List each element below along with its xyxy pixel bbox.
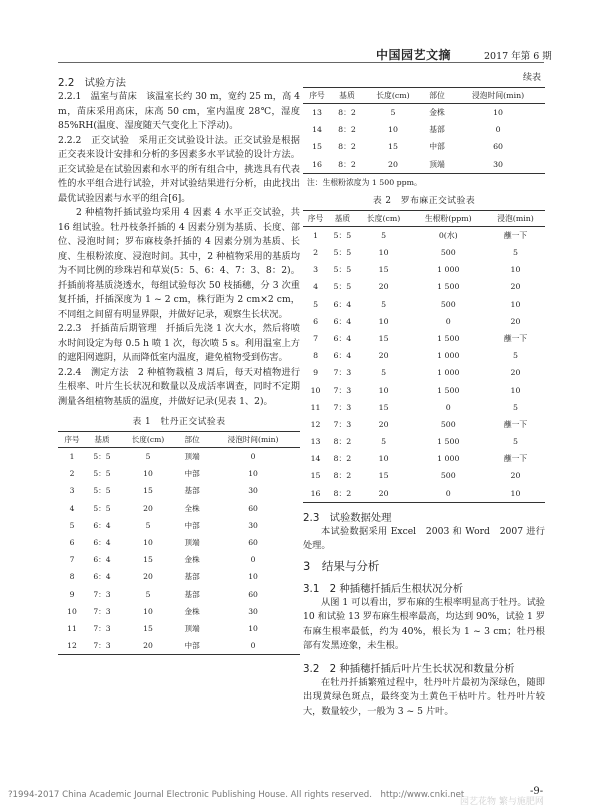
table-cell: 7：3	[333, 402, 352, 412]
issue-label: 2017 年第 6 期	[484, 51, 552, 62]
paragraph-greenhouse: 2.2.1 温室与苗床 该温室长约 30 m，宽约 25 m，高 4 m，苗床采用高床，床高 50 cm，室内温度 28℃，湿度 85%RH(温度、湿度随天气变化上下浮动)。	[58, 91, 300, 131]
table-header-cell: 基质	[86, 432, 118, 448]
table-cell: 10	[310, 385, 321, 395]
table-cell: 蘸一下	[503, 230, 528, 240]
table-cell: 7：3	[93, 589, 111, 599]
table-cell: 7：3	[86, 637, 118, 655]
table-cell: 10	[143, 538, 153, 548]
table-header-cell: 基质	[331, 88, 363, 104]
watermark: 园艺花物 繁与施肥网	[460, 797, 544, 807]
table-cell: 8	[69, 572, 75, 582]
table-cell: 5	[513, 437, 518, 447]
table-cell: 20	[378, 351, 389, 361]
table-cell: 5	[145, 520, 151, 530]
table-cell: 0	[445, 402, 451, 412]
table-cell: 5	[145, 452, 151, 462]
table-cell: 5	[513, 248, 518, 258]
table-cell: 30	[248, 606, 258, 616]
table-cell: 15	[378, 471, 389, 481]
table-cell: 500	[440, 419, 456, 429]
table-row	[303, 485, 545, 503]
table-cell: 30	[451, 156, 545, 174]
table-cell: 金株	[429, 108, 445, 118]
table-cell: 2	[313, 248, 319, 258]
table-row	[58, 500, 300, 517]
table-cell: 3	[69, 486, 75, 496]
table-cell: 20	[510, 368, 521, 378]
table-cell: 5	[381, 437, 387, 447]
table-cell: 基部	[429, 125, 445, 135]
table-cell: 5	[381, 299, 387, 309]
section-3-2-heading: 3.2 2 种插穗扦插后叶片生长状况和数量分析	[303, 662, 515, 675]
table-header-cell: 长度(cm)	[357, 210, 411, 226]
table-cell: 0	[250, 555, 256, 565]
table-row	[303, 330, 545, 347]
table-cell: 5	[381, 230, 387, 240]
table-cell: 1 000	[437, 368, 460, 378]
table-cell: 60	[248, 538, 258, 548]
table-cell: 500	[440, 248, 456, 258]
table-cell: 7：3	[333, 368, 352, 378]
table-cell: 8	[313, 351, 319, 361]
table-header-cell: 序号	[303, 88, 331, 104]
table-row	[58, 586, 300, 603]
table-cell: 8：2	[338, 108, 356, 118]
table-cell: 20	[363, 156, 423, 174]
table-cell: 1 000	[437, 351, 460, 361]
table-cell: 1	[313, 230, 319, 240]
table-row	[303, 467, 545, 484]
table-cell: 10	[143, 606, 153, 616]
table2	[303, 210, 545, 503]
table-cell: 5	[381, 368, 387, 378]
table-row	[303, 278, 545, 295]
table-cell: 6：4	[93, 572, 111, 582]
table-cell: 1 000	[437, 454, 460, 464]
table-cell: 8：2	[338, 125, 356, 135]
table-cell: 10	[378, 316, 389, 326]
paragraph-leaves: 在牡丹扦插繁殖过程中，牡丹叶片最初为深绿色，随即出现黄绿色斑点，最终变为土黄色干枯叶片。牡丹叶片较大，数量较少，一般为 3 ~ 5 片叶。	[303, 676, 545, 717]
table-cell: 5	[513, 402, 518, 412]
table-cell: 15	[378, 265, 389, 275]
table-cell: 7：3	[333, 419, 352, 429]
table-cell: 5：5	[93, 486, 111, 496]
table1	[58, 431, 300, 655]
page-number: -9-	[530, 786, 544, 797]
table-row	[303, 138, 545, 155]
table-cell: 3	[313, 265, 319, 275]
table-row	[303, 313, 545, 330]
table-row	[303, 121, 545, 138]
table-cell: 20	[378, 419, 389, 429]
table-cell: 2	[69, 469, 75, 479]
table-cell: 全株	[184, 503, 200, 513]
table-cell: 1 500	[437, 333, 460, 343]
table-cell: 金株	[184, 555, 200, 565]
table-cell: 16	[303, 485, 328, 503]
table-cell: 20	[378, 282, 389, 292]
table-cell: 6：4	[93, 520, 111, 530]
table-cell: 8：2	[333, 437, 352, 447]
table-cell: 20	[143, 572, 153, 582]
table-row	[303, 433, 545, 450]
table-cell: 金株	[184, 606, 200, 616]
header-rule	[58, 62, 544, 63]
table-cell: 1 500	[437, 385, 460, 395]
table-header-cell: 浸泡时间(min)	[451, 88, 545, 104]
table-cell: 10	[67, 606, 77, 616]
table-cell: 1	[69, 452, 75, 462]
section-2-3-heading: 2.3 试验数据处理	[303, 511, 392, 524]
table-cell: 5	[313, 299, 319, 309]
table-cell: 5：5	[333, 230, 352, 240]
table-cell: 蘸一下	[503, 333, 528, 343]
table-cell: 6	[69, 538, 75, 548]
table-cell: 7：3	[93, 606, 111, 616]
table-cell: 蘸一下	[503, 419, 528, 429]
table-cell: 15	[310, 471, 321, 481]
table-row	[303, 450, 545, 467]
table-row	[303, 381, 545, 398]
table-row	[303, 226, 545, 244]
table-cell: 15	[143, 623, 153, 633]
table-cell: 10	[248, 623, 258, 633]
table-cell: 8：2	[331, 156, 363, 174]
table-cell: 基部	[184, 572, 200, 582]
copyright-footer: ?1994-2017 China Academic Journal Electronic Publishing House. All rights reserved. http://www.cnki.net	[8, 790, 465, 800]
table-header-cell: 生根粉(ppm)	[411, 210, 486, 226]
table-cell: 10	[510, 265, 521, 275]
table-cell: 14	[312, 125, 322, 135]
table-cell: 10	[248, 469, 258, 479]
table-cell: 6：4	[93, 555, 111, 565]
table1-note: 注：生根粉浓度为 1 500 ppm。	[307, 177, 422, 187]
table-cell: 16	[303, 156, 331, 174]
table-cell: 5	[145, 589, 151, 599]
table-cell: 5：5	[333, 248, 352, 258]
table-cell: 5	[390, 108, 396, 118]
table-header-cell: 长度(cm)	[363, 88, 423, 104]
table-cell: 15	[378, 402, 389, 412]
table-cell: 60	[248, 589, 258, 599]
table-cell: 顶端	[184, 623, 200, 633]
table-cell: 12	[58, 637, 86, 655]
table-cell: 20	[143, 503, 153, 513]
section-3-heading: 3 结果与分析	[303, 558, 380, 573]
table-cell: 12	[310, 419, 321, 429]
table-row	[58, 551, 300, 568]
table-cell: 顶端	[423, 156, 451, 174]
table-cell: 基部	[184, 589, 200, 599]
table-cell: 500	[440, 299, 456, 309]
section-3-1-heading: 3.1 2 种插穗扦插后生根状况分析	[303, 582, 464, 595]
table-row	[58, 568, 300, 585]
table-row	[303, 261, 545, 278]
table-cell: 20	[510, 471, 521, 481]
table-cell: 1 500	[437, 282, 460, 292]
table-cell: 中部	[184, 469, 200, 479]
table-header-cell: 序号	[303, 210, 328, 226]
table-header-cell: 序号	[58, 432, 86, 448]
table-cell: 15	[312, 142, 322, 152]
table-cell: 60	[248, 503, 258, 513]
table-cell: 0	[411, 485, 486, 503]
section-2-2-heading: 2.2 试验方法	[58, 77, 126, 89]
table-cell: 10	[378, 454, 389, 464]
table-cell: 10	[248, 572, 258, 582]
table-cell: 5：5	[333, 282, 352, 292]
paragraph-management: 2.2.3 扦插苗后期管理 扦插后先浇 1 次大水，然后将喷水时间设定为每 0.5 h 喷 1 次，每次喷 5 s。利用温室上方的遮阳网遮阴，从而降低室内温度，避免植物受到伤害。	[58, 323, 300, 363]
table-cell: 30	[248, 520, 258, 530]
table-row	[58, 637, 300, 655]
table-cell: 7：3	[333, 385, 352, 395]
table-cell: 15	[143, 486, 153, 496]
table-cell: 20	[118, 637, 178, 655]
table-cell: 5	[513, 351, 518, 361]
table-row	[58, 620, 300, 637]
table-cell: 7：3	[93, 623, 111, 633]
left-column	[58, 68, 300, 655]
table-cell: 蘸一下	[503, 454, 528, 464]
table-row	[58, 534, 300, 551]
table-cell: 中部	[184, 520, 200, 530]
table-cell: 15	[378, 333, 389, 343]
table-cell: 11	[67, 623, 77, 633]
table-cell: 10	[510, 385, 521, 395]
table-cell: 14	[310, 454, 321, 464]
table-cell: 5：5	[93, 452, 111, 462]
continued-label: 续表	[522, 73, 541, 83]
table-cell: 10	[510, 299, 521, 309]
table-row	[303, 347, 545, 364]
table-cell: 5：5	[93, 469, 111, 479]
table-cell: 5：5	[93, 503, 111, 513]
table-cell: 6：4	[333, 316, 352, 326]
table-cell: 10	[378, 385, 389, 395]
table-cell: 6：4	[93, 538, 111, 548]
table2-caption: 表 2 罗布麻正交试验表	[372, 195, 476, 206]
table-cell: 基部	[184, 486, 200, 496]
table-cell: 30	[248, 486, 258, 496]
table-header-cell: 浸泡时间(min)	[206, 432, 300, 448]
table-cell: 8：2	[338, 142, 356, 152]
table-cell: 0	[206, 637, 300, 655]
table-cell: 5	[69, 520, 75, 530]
paragraph-rooting: 从图 1 可以看出，罗布麻的生根率明显高于牡丹。试验 10 和试验 13 罗布麻生根率最高，均达到 90%，试验 1 罗布麻生根率最低，约为 40%，根长为 1 ~ 3 cm；牡丹根部有发黑迹象，未生根。	[303, 596, 545, 652]
table-cell: 500	[440, 471, 456, 481]
table-cell: 11	[310, 402, 321, 412]
table-cell: 6：4	[333, 299, 352, 309]
table-row	[303, 156, 545, 174]
table-header-cell: 部位	[178, 432, 206, 448]
table-cell: 6	[313, 316, 319, 326]
table-cell: 60	[493, 142, 503, 152]
journal-name: 中国园艺文摘	[376, 48, 452, 62]
table-row	[58, 603, 300, 620]
table-cell: 0	[250, 452, 256, 462]
table-row	[303, 416, 545, 433]
table-cell: 中部	[178, 637, 206, 655]
table-cell: 0	[495, 125, 501, 135]
table-cell: 6：4	[333, 333, 352, 343]
right-column	[303, 68, 545, 719]
table-cell: 顶端	[184, 538, 200, 548]
table-row	[303, 364, 545, 381]
table-cell: 4	[69, 503, 75, 513]
table-cell: 中部	[429, 142, 445, 152]
paragraph-orthogonal: 2.2.2 正交试验 采用正交试验设计法。正交试验是根据正交表来设计安排和分析的多因素多水平试验的设计方法。正交试验是在试验因素和水平的所有组合中，挑选具有代表性的水平组合进行试验，并对试验结果进行分析，由此找出最优试验因素与水平的组合[6]。	[58, 134, 300, 204]
table-cell: 0(水)	[438, 230, 458, 240]
table-cell: 5：5	[333, 265, 352, 275]
table-row	[303, 244, 545, 261]
table-header-cell: 长度(cm)	[118, 432, 178, 448]
table-cell: 20	[510, 282, 521, 292]
table-cell: 8：2	[333, 454, 352, 464]
table-row	[58, 465, 300, 482]
table-cell: 顶端	[184, 452, 200, 462]
table-cell: 0	[445, 316, 451, 326]
table-cell: 15	[388, 142, 398, 152]
table-row	[58, 448, 300, 466]
table-cell: 4	[313, 282, 319, 292]
table-cell: 20	[357, 485, 411, 503]
paragraph-measurement: 2.2.4 测定方法 2 种植物栽植 3 周后，每天对植物进行生根率、叶片生长状况和数量以及成活率调查，同时不定期测量各组植物基质的温度，并做好记录(见表 1、2)。	[58, 366, 300, 407]
table1-caption: 表 1 牡丹正交试验表	[132, 417, 226, 427]
table-cell: 10	[388, 125, 398, 135]
table-cell: 8：2	[333, 471, 352, 481]
table-row	[303, 296, 545, 313]
paragraph-data-processing: 本试验数据采用 Excel 2003 和 Word 2007 进行处理。	[303, 525, 545, 552]
table-cell: 1 000	[437, 265, 460, 275]
table-cell: 7	[313, 333, 319, 343]
table-row	[303, 104, 545, 122]
table-cell: 9	[313, 368, 319, 378]
table-cell: 7	[69, 555, 75, 565]
page-header	[0, 0, 595, 62]
table-cell: 8：2	[328, 485, 357, 503]
table-row	[58, 517, 300, 534]
table-cell: 6：4	[333, 351, 352, 361]
table-cell: 10	[143, 469, 153, 479]
paragraph-factors: 2 种植物扦插试验均采用 4 因素 4 水平正交试验，共 16 组试验。牡丹枝条扦插的 4 因素分别为基质、长度、部位、浸泡时间；罗布麻枝条扦插的 4 因素分别为基质、长度、生根粉浓度、浸泡时间。其中，2 种植物采用的基质均为不同比例的珍珠岩和草炭(5：5、6：4、7：3、8：2)。扦插前将基质浇透水，每组试验每次 50 枝插穗，分 3 次重复扦插，扦插深度为 1 ~ 2 cm，株行距为 2 cm×2 cm，不同组之间留有明显界限，并做好记录，观察生长状况。	[58, 207, 300, 320]
table-row	[303, 399, 545, 416]
table-cell: 13	[312, 108, 322, 118]
table-cell: 10	[493, 108, 503, 118]
table-cell: 20	[510, 316, 521, 326]
table1-continued	[303, 87, 545, 174]
table-cell: 13	[310, 437, 321, 447]
table-cell: 10	[378, 248, 389, 258]
table-row	[58, 482, 300, 499]
table-cell: 10	[486, 485, 545, 503]
table-header-cell: 基质	[328, 210, 357, 226]
table-header-cell: 部位	[423, 88, 451, 104]
table-cell: 1 500	[437, 437, 460, 447]
table-header-cell: 浸泡(min)	[486, 210, 545, 226]
table-cell: 9	[69, 589, 75, 599]
table-cell: 15	[143, 555, 153, 565]
